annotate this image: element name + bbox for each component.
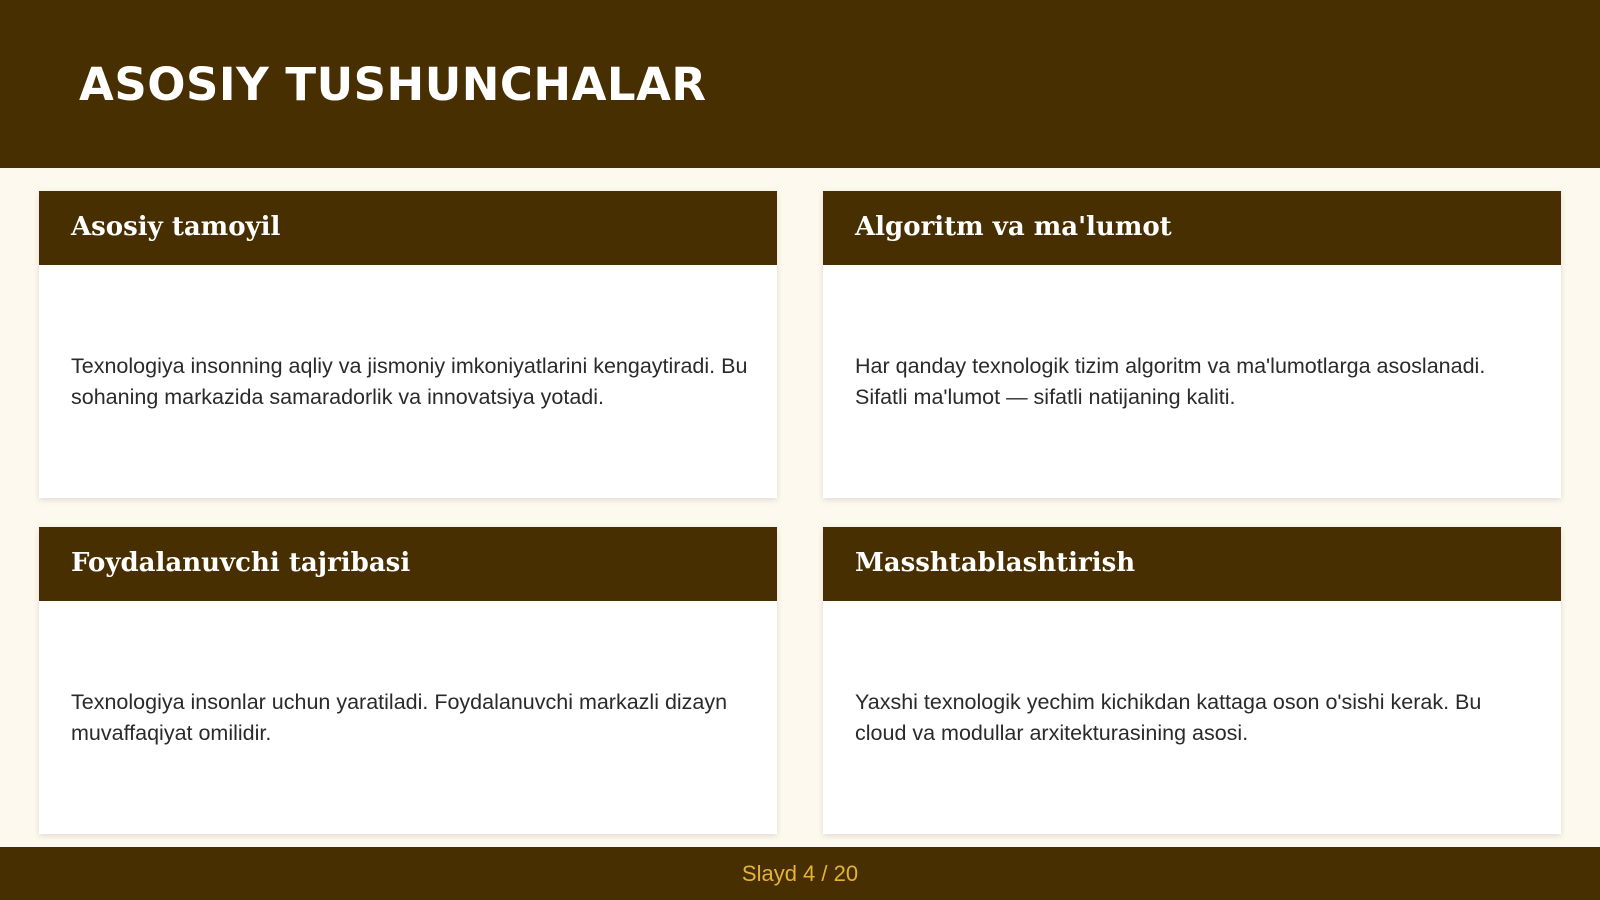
card-title: Masshtablashtirish [855, 548, 1136, 578]
page-title: ASOSIY TUSHUNCHALAR [79, 58, 707, 111]
slide-footer [0, 847, 1600, 900]
card-title: Foydalanuvchi tajribasi [71, 548, 411, 578]
slide-header [0, 0, 1600, 168]
concept-card [823, 527, 1561, 834]
concept-card [823, 191, 1561, 498]
card-body [823, 601, 1561, 834]
concept-card [39, 191, 777, 498]
card-header [823, 527, 1561, 601]
card-text: Yaxshi texnologik yechim kichikdan kattaga oson o'sishi kerak. Bu cloud va modullar arxitekturasining asosi. [855, 689, 1482, 745]
card-body [39, 265, 777, 498]
concept-card [39, 527, 777, 834]
card-body [39, 601, 777, 834]
card-title: Asosiy tamoyil [71, 212, 281, 242]
card-title: Algoritm va ma'lumot [855, 212, 1172, 242]
card-body [823, 265, 1561, 498]
card-header [39, 527, 777, 601]
concept-cards-grid [39, 191, 1561, 834]
card-text: Har qanday texnologik tizim algoritm va ma'lumotlarga asoslanadi. Sifatli ma'lumot — sifatli natijaning kaliti. [855, 353, 1486, 409]
card-text: Texnologiya insonlar uchun yaratiladi. Foydalanuvchi markazli dizayn muvaffaqiyat omilidir. [71, 689, 728, 745]
card-header [39, 191, 777, 265]
slide-number: Slayd 4 / 20 [741, 860, 859, 886]
card-header [823, 191, 1561, 265]
card-text: Texnologiya insonning aqliy va jismoniy imkoniyatlarini kengaytiradi. Bu sohaning markazida samaradorlik va innovatsiya yotadi. [71, 353, 748, 409]
